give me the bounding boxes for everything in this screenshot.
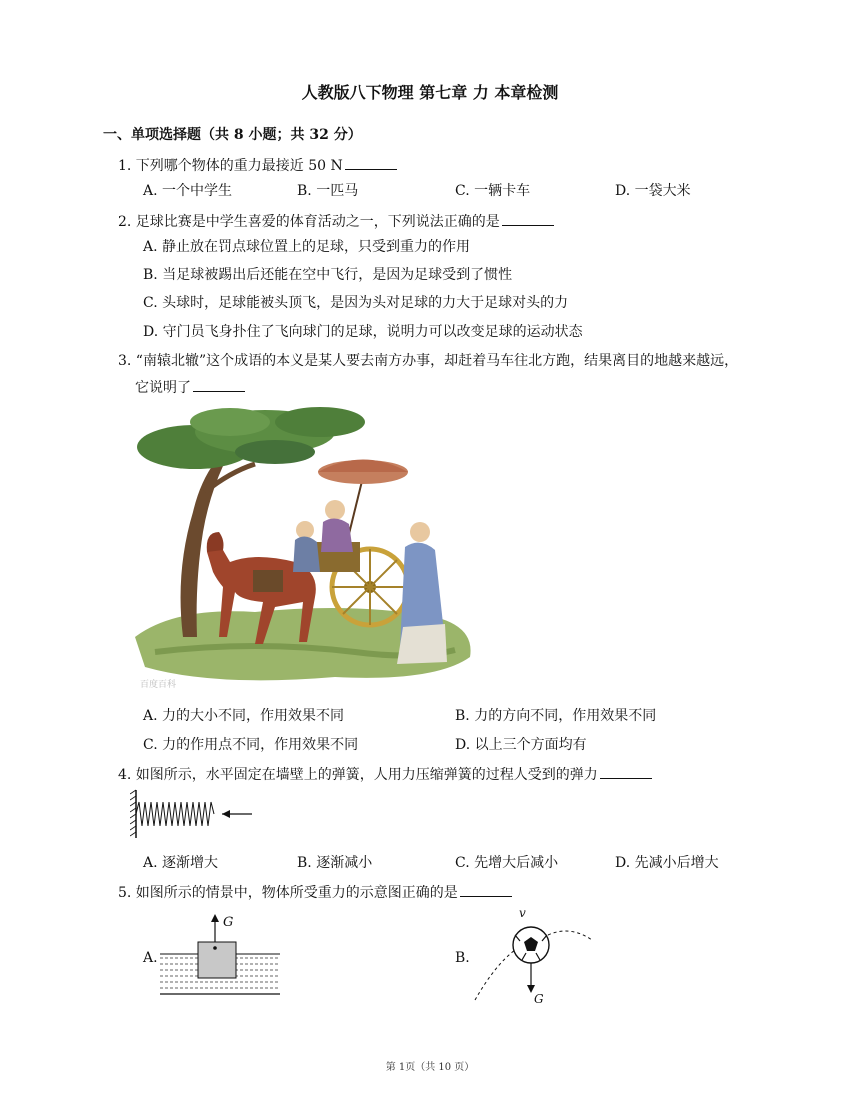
q1-option-d: D. 一袋大米 <box>615 183 691 199</box>
q2-option-c: C. 头球时，足球能被头顶飞，是因为头对足球的力大于足球对头的力 <box>143 295 569 311</box>
page-title: 人教版八下物理 第七章 力 本章检测 <box>301 83 559 102</box>
velocity-label: v <box>519 906 526 920</box>
section-heading: 一、单项选择题（共 8 小题；共 32 分） <box>103 127 362 143</box>
q4-option-a: A. 逐渐增大 <box>143 855 219 871</box>
q4-option-d: D. 先减小后增大 <box>615 855 719 871</box>
page-footer: 第 1页（共 10 页） <box>385 1062 475 1073</box>
gravity-label: G <box>223 915 234 930</box>
answer-blank <box>345 157 397 170</box>
gravity-label-b: G <box>534 992 544 1005</box>
question-5-stem: 5. 如图所示的情景中，物体所受重力的示意图正确的是 <box>118 882 512 902</box>
q3-option-a: A. 力的大小不同，作用效果不同 <box>143 708 345 724</box>
q5-option-a: A. <box>143 950 158 966</box>
q1-option-a: A. 一个中学生 <box>143 183 233 199</box>
question-3-stem-cont: 它说明了 <box>135 377 245 397</box>
q4-option-c: C. 先增大后减小 <box>455 855 559 871</box>
q3-option-d: D. 以上三个方面均有 <box>455 737 587 753</box>
answer-blank <box>193 379 245 392</box>
question-4-stem: 4. 如图所示，水平固定在墙壁上的弹簧，人用力压缩弹簧的过程人受到的弹力 <box>118 764 652 784</box>
q3-option-b: B. 力的方向不同，作用效果不同 <box>455 708 657 724</box>
ball-trajectory-diagram <box>470 905 600 1005</box>
answer-blank <box>600 766 652 779</box>
question-3-stem: 3. “南辕北辙”这个成语的本义是某人要去南方办事，却赶着马车往北方跑，结果离目的地越来越远， <box>118 353 739 369</box>
block-in-water-diagram <box>155 910 285 1000</box>
question-2-stem: 2. 足球比赛是中学生喜爱的体育活动之一，下列说法正确的是 <box>118 211 554 231</box>
q2-option-b: B. 当足球被踢出后还能在空中飞行，是因为足球受到了惯性 <box>143 267 513 283</box>
q4-option-b: B. 逐渐减小 <box>297 855 373 871</box>
q1-option-c: C. 一辆卡车 <box>455 183 531 199</box>
chariot-illustration <box>135 402 475 692</box>
question-1-stem: 1. 下列哪个物体的重力最接近 50 N <box>118 155 397 175</box>
svg-text:百度百科: 百度百科 <box>140 680 177 690</box>
q2-option-d: D. 守门员飞身扑住了飞向球门的足球，说明力可以改变足球的运动状态 <box>143 324 583 340</box>
answer-blank <box>460 884 512 897</box>
answer-blank <box>502 213 554 226</box>
q2-option-a: A. 静止放在罚点球位置上的足球，只受到重力的作用 <box>143 239 471 255</box>
q3-option-c: C. 力的作用点不同，作用效果不同 <box>143 737 359 753</box>
spring-diagram <box>130 788 260 840</box>
q5-option-b: B. <box>455 950 470 966</box>
q1-option-b: B. 一匹马 <box>297 183 359 199</box>
